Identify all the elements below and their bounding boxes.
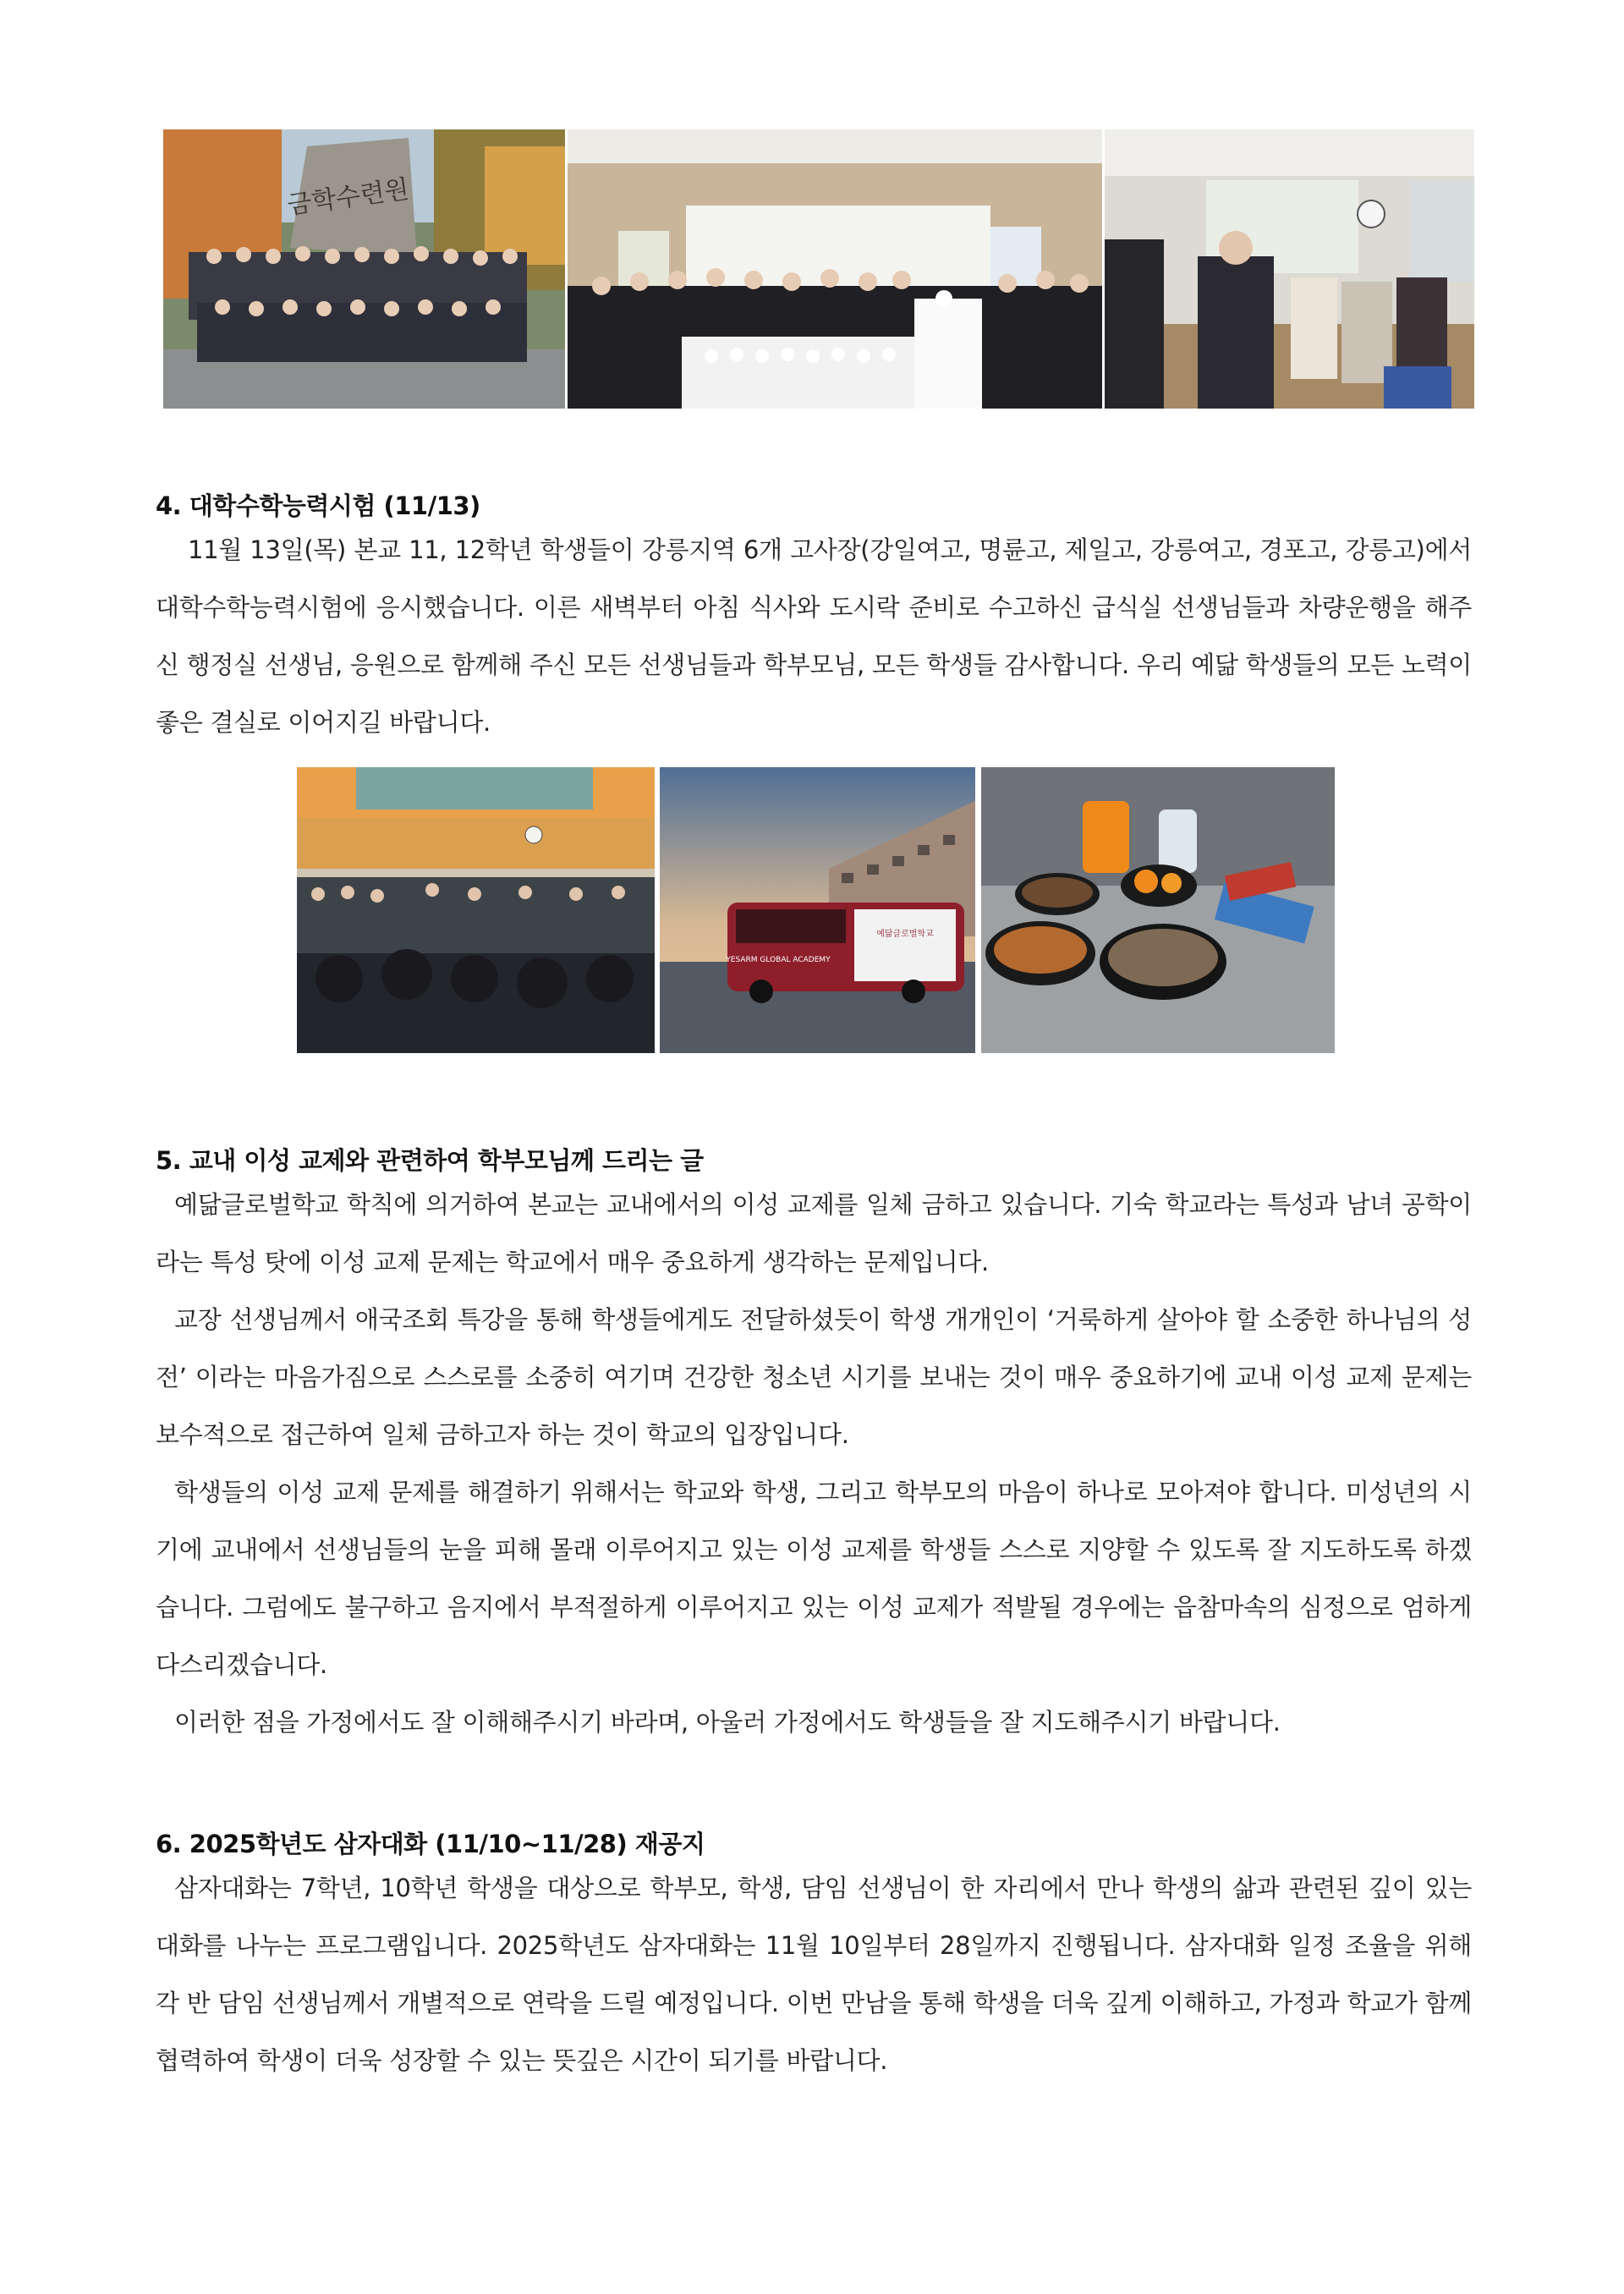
section5-paragraph-2: 교장 선생님께서 애국조회 특강을 통해 학생들에게도 전달하셨듯이 학생 개개인이 ‘거룩하게 살아야 할 소중한 하나님의 성전’ 이라는 마음가짐으로 스스로를 소중히 여기며 건강한 청소년 시기를 보내는 것이 매우 중요하기에 교내 이성 교제 문제는 보수적으로 접근하여 일체 금하고자 하는 것이 학교의 입장입니다.: [156, 1305, 1472, 1449]
bus-text-korean: 예닮글로벌학교: [876, 930, 934, 939]
photo-lunch-box: [981, 767, 1335, 1053]
section4-paragraph: 11월 13일(목) 본교 11, 12학년 학생들이 강릉지역 6개 고사장(강일여고, 명륜고, 제일고, 강릉여고, 경포고, 강릉고)에서 대학수학능력시험에 응시했습니다. 이른 새벽부터 아침 식사와 도시락 준비로 수고하신 급식실 선생님들과 차량운행을 해주신 행정실 선생님, 응원으로 함께해 주신 모든 선생님들과 학부모님, 모든 학생들 감사합니다. 우리 예닮 학생들의 모든 노력이 좋은 결실로 이어지길 바랍니다.: [156, 535, 1472, 737]
section6-paragraph: 삼자대화는 7학년, 10학년 학생을 대상으로 학부모, 학생, 담임 선생님이 한 자리에서 만나 학생의 삶과 관련된 깊이 있는 대화를 나누는 프로그램입니다. 2025학년도 삼자대화는 11월 10일부터 28일까지 진행됩니다. 삼자대화 일정 조율을 위해 각 반 담임 선생님께서 개별적으로 연락을 드릴 예정입니다. 이번 만남을 통해 학생을 더욱 깊게 이해하고, 가정과 학교가 함께 협력하여 학생이 더욱 성장할 수 있는 뜻깊은 시간이 되기를 바랍니다.: [156, 1874, 1472, 2075]
section5-paragraph-3: 학생들의 이성 교제 문제를 해결하기 위해서는 학교와 학생, 그리고 학부모의 마음이 하나로 모아져야 합니다. 미성년의 시기에 교내에서 선생님들의 눈을 피해 몰래 이루어지고 있는 이성 교제를 학생들 스스로 지양할 수 있도록 잘 지도하도록 하겠습니다. 그럼에도 불구하고 음지에서 부적절하게 이루어지고 있는 이성 교제가 적발될 경우에는 읍참마속의 심정으로 엄하게 다스리겠습니다.: [156, 1478, 1472, 1679]
section6-heading: 6. 2025학년도 삼자대화 (11/10~11/28) 재공지: [156, 1830, 705, 1858]
retreat-sign-text: 금학수련원: [285, 174, 411, 222]
bus-text-english: YESARM GLOBAL ACADEMY: [726, 956, 831, 964]
photo-school-bus: [660, 767, 975, 1053]
section5-heading: 5. 교내 이성 교제와 관련하여 학부모님께 드리는 글: [156, 1146, 704, 1175]
section5-body: [156, 1176, 1472, 1751]
section5-paragraph-1: 예닮글로벌학교 학칙에 의거하여 본교는 교내에서의 이성 교제를 일체 금하고 있습니다. 기숙 학교라는 특성과 남녀 공학이라는 특성 탓에 이성 교제 문제는 학교에서 매우 중요하게 생각하는 문제입니다.: [156, 1190, 1472, 1276]
photo-group-classroom-flowers: [568, 129, 1102, 409]
photo-group-retreat: [163, 129, 565, 409]
section5-paragraph-4: 이러한 점을 가정에서도 잘 이해해주시기 바라며, 아울러 가정에서도 학생들을 잘 지도해주시기 바랍니다.: [174, 1708, 1281, 1737]
section6-body: [156, 1859, 1472, 2089]
section4-body: [156, 521, 1472, 751]
photo-exam-site-hall: [297, 767, 655, 1053]
section4-heading: 4. 대학수학능력시험 (11/13): [156, 491, 480, 520]
photo-students-classroom: [1105, 129, 1474, 409]
